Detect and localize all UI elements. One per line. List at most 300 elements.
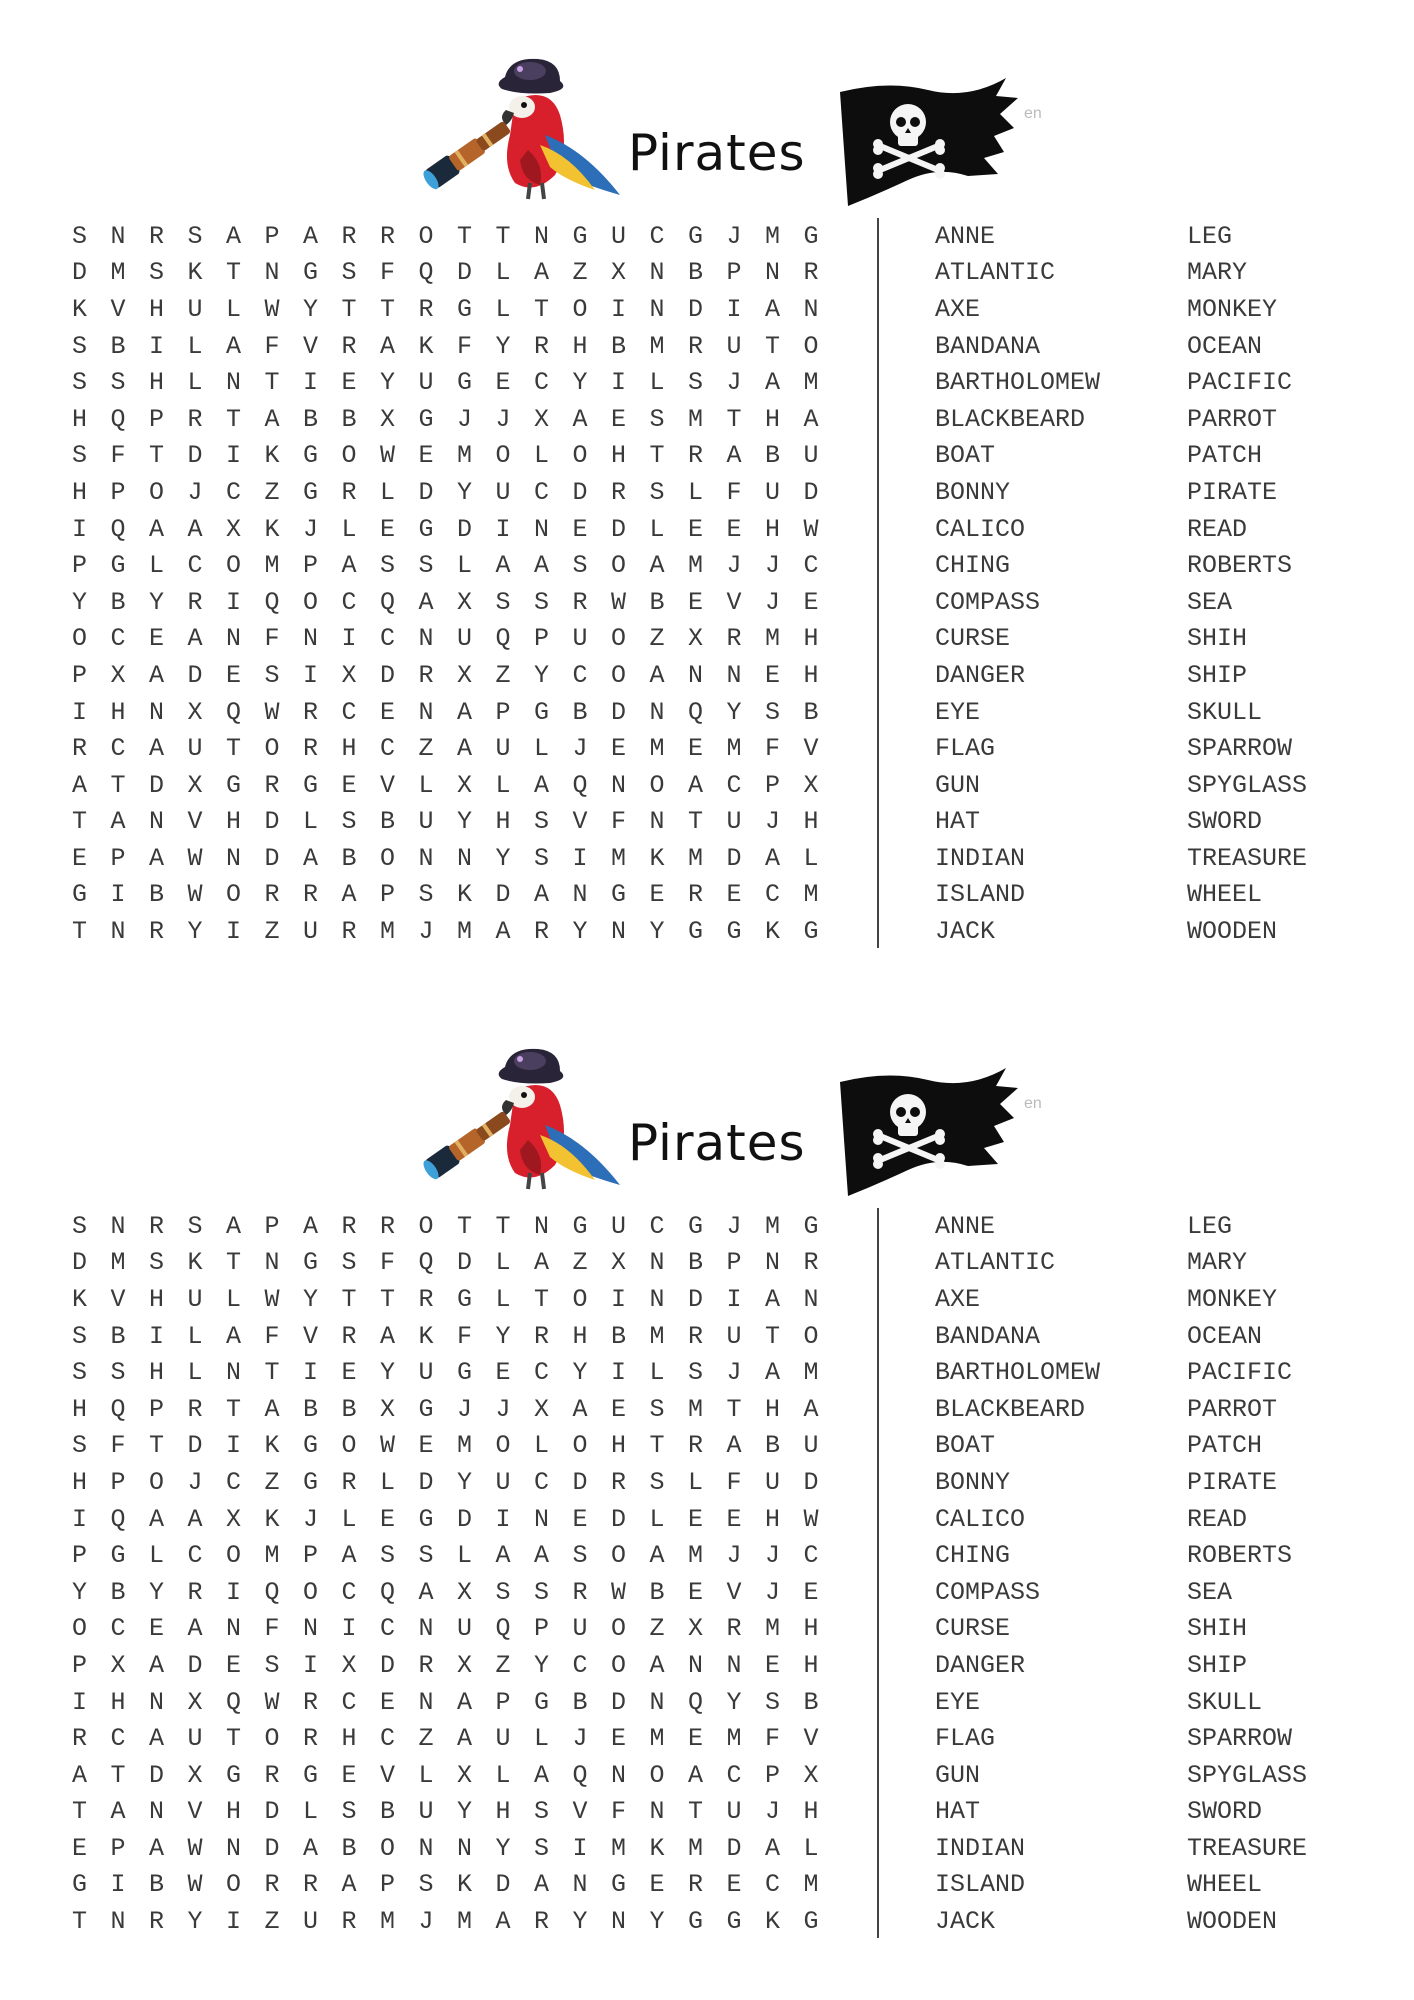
grid-letter: A	[418, 587, 434, 617]
word-list-item: SHIP	[1187, 1650, 1248, 1680]
grid-letter: N	[534, 1211, 550, 1241]
grid-letter: N	[726, 1650, 742, 1680]
grid-letter: O	[226, 1870, 242, 1900]
grid-letter: L	[688, 1467, 704, 1497]
grid-letter: Z	[572, 1248, 588, 1278]
grid-letter: S	[72, 1358, 88, 1388]
word-list-item: BOAT	[935, 1431, 996, 1461]
grid-letter: P	[303, 551, 319, 581]
grid-letter: A	[534, 1760, 550, 1790]
grid-letter: N	[726, 660, 742, 690]
word-list-item: WHEEL	[1187, 1870, 1263, 1900]
grid-letter: N	[226, 1358, 242, 1388]
word-list-item: BONNY	[935, 1467, 1011, 1497]
grid-letter: S	[72, 1321, 88, 1351]
grid-letter: G	[726, 1907, 742, 1937]
grid-letter: R	[149, 221, 165, 251]
grid-letter: D	[187, 1650, 203, 1680]
word-list-item: SWORD	[1187, 1797, 1263, 1827]
word-list-item: BANDANA	[935, 331, 1041, 361]
grid-letter: F	[380, 258, 396, 288]
grid-letter: T	[649, 441, 665, 471]
grid-letter: L	[495, 770, 511, 800]
grid-letter: K	[264, 1431, 280, 1461]
grid-letter: G	[572, 1211, 588, 1241]
grid-letter: L	[649, 514, 665, 544]
grid-letter: W	[187, 880, 203, 910]
grid-letter: I	[726, 294, 742, 324]
grid-letter: N	[765, 1248, 781, 1278]
grid-letter: J	[418, 1907, 434, 1937]
grid-letter: D	[380, 1650, 396, 1680]
grid-letter: J	[765, 1541, 781, 1571]
grid-letter: A	[226, 331, 242, 361]
grid-letter: D	[264, 1797, 280, 1827]
grid-letter: U	[495, 1724, 511, 1754]
grid-letter: H	[72, 477, 88, 507]
grid-row	[72, 767, 842, 804]
grid-row	[72, 218, 842, 255]
grid-letter: H	[572, 331, 588, 361]
grid-letter: S	[688, 368, 704, 398]
word-list-item: EYE	[935, 697, 981, 727]
grid-letter: T	[688, 807, 704, 837]
grid-letter: Y	[187, 1907, 203, 1937]
grid-letter: H	[341, 734, 357, 764]
grid-letter: L	[457, 551, 473, 581]
grid-letter: S	[380, 551, 396, 581]
grid-letter: G	[110, 551, 126, 581]
grid-letter: U	[726, 807, 742, 837]
grid-letter: A	[726, 441, 742, 471]
grid-letter: Q	[264, 587, 280, 617]
grid-letter: R	[380, 1211, 396, 1241]
grid-letter: V	[726, 1577, 742, 1607]
grid-letter: U	[495, 734, 511, 764]
grid-letter: Z	[264, 917, 280, 947]
grid-row	[72, 877, 842, 914]
word-list-item: CURSE	[935, 1614, 1011, 1644]
grid-letter: A	[765, 294, 781, 324]
grid-letter: S	[688, 1358, 704, 1388]
grid-letter: L	[380, 477, 396, 507]
sheet-title: Pirates	[628, 1114, 806, 1172]
grid-letter: X	[341, 1650, 357, 1680]
grid-letter: K	[418, 331, 434, 361]
grid-letter: E	[341, 1358, 357, 1388]
grid-letter: S	[149, 258, 165, 288]
grid-letter: O	[611, 551, 627, 581]
word-list-item: SPARROW	[1187, 734, 1293, 764]
grid-letter: U	[457, 1614, 473, 1644]
grid-letter: R	[149, 1211, 165, 1241]
grid-letter: A	[765, 1833, 781, 1863]
grid-letter: N	[226, 843, 242, 873]
grid-letter: X	[457, 1760, 473, 1790]
grid-letter: D	[72, 1248, 88, 1278]
grid-letter: O	[495, 1431, 511, 1461]
grid-letter: E	[611, 1724, 627, 1754]
grid-letter: Q	[380, 587, 396, 617]
jolly-roger-flag-icon	[828, 1060, 1058, 1200]
grid-letter: S	[187, 221, 203, 251]
grid-letter: D	[611, 1504, 627, 1534]
grid-letter: L	[149, 551, 165, 581]
grid-letter: M	[688, 1394, 704, 1424]
grid-letter: R	[303, 1870, 319, 1900]
grid-letter: I	[572, 843, 588, 873]
grid-letter: G	[418, 404, 434, 434]
grid-letter: P	[303, 1541, 319, 1571]
grid-letter: U	[187, 734, 203, 764]
grid-letter: S	[495, 587, 511, 617]
grid-letter: P	[110, 477, 126, 507]
grid-letter: A	[149, 660, 165, 690]
grid-letter: R	[688, 1870, 704, 1900]
grid-letter: I	[110, 1870, 126, 1900]
grid-letter: L	[226, 294, 242, 324]
grid-letter: X	[688, 624, 704, 654]
grid-letter: D	[72, 258, 88, 288]
word-search-sheet	[0, 0, 1414, 990]
grid-letter: L	[303, 807, 319, 837]
grid-letter: X	[187, 770, 203, 800]
grid-letter: R	[534, 331, 550, 361]
grid-letter: R	[341, 1321, 357, 1351]
grid-letter: V	[572, 1797, 588, 1827]
grid-letter: V	[110, 1284, 126, 1314]
word-list-item: CHING	[935, 551, 1011, 581]
grid-letter: H	[149, 294, 165, 324]
grid-letter: C	[380, 624, 396, 654]
grid-letter: G	[803, 1907, 819, 1937]
grid-letter: Y	[303, 294, 319, 324]
grid-letter: K	[649, 1833, 665, 1863]
grid-letter: A	[765, 843, 781, 873]
word-list-item: LEG	[1187, 221, 1233, 251]
grid-letter: Q	[572, 1760, 588, 1790]
grid-letter: W	[264, 697, 280, 727]
grid-letter: O	[149, 477, 165, 507]
grid-letter: U	[303, 917, 319, 947]
grid-letter: B	[611, 331, 627, 361]
grid-letter: F	[726, 477, 742, 507]
grid-letter: P	[149, 404, 165, 434]
grid-letter: D	[149, 1760, 165, 1790]
grid-letter: X	[803, 1760, 819, 1790]
grid-letter: H	[149, 1284, 165, 1314]
grid-letter: T	[534, 1284, 550, 1314]
grid-letter: J	[765, 551, 781, 581]
grid-letter: S	[187, 1211, 203, 1241]
grid-letter: M	[457, 441, 473, 471]
grid-letter: R	[303, 880, 319, 910]
grid-letter: E	[688, 514, 704, 544]
word-list-item: READ	[1187, 514, 1248, 544]
grid-letter: T	[495, 1211, 511, 1241]
grid-letter: B	[803, 697, 819, 727]
grid-letter: Y	[380, 368, 396, 398]
word-list-item: PACIFIC	[1187, 1358, 1293, 1388]
grid-letter: I	[226, 1907, 242, 1937]
grid-letter: A	[726, 1431, 742, 1461]
grid-letter: E	[380, 1687, 396, 1717]
grid-letter: A	[187, 1614, 203, 1644]
grid-letter: T	[380, 294, 396, 324]
grid-letter: S	[765, 1687, 781, 1717]
grid-letter: G	[726, 917, 742, 947]
grid-letter: U	[495, 1467, 511, 1497]
grid-letter: U	[726, 1797, 742, 1827]
grid-letter: K	[187, 258, 203, 288]
word-list-item: COMPASS	[935, 1577, 1041, 1607]
grid-letter: U	[303, 1907, 319, 1937]
grid-letter: M	[380, 917, 396, 947]
word-list-item: OCEAN	[1187, 1321, 1263, 1351]
grid-letter: B	[803, 1687, 819, 1717]
word-list-item: OCEAN	[1187, 331, 1263, 361]
grid-letter: Y	[726, 697, 742, 727]
grid-letter: C	[726, 770, 742, 800]
grid-letter: N	[418, 843, 434, 873]
grid-letter: S	[149, 1248, 165, 1278]
grid-letter: X	[457, 587, 473, 617]
grid-letter: A	[649, 660, 665, 690]
grid-letter: F	[765, 1724, 781, 1754]
grid-letter: U	[495, 477, 511, 507]
grid-letter: I	[611, 294, 627, 324]
grid-letter: B	[110, 331, 126, 361]
grid-letter: U	[457, 624, 473, 654]
grid-letter: S	[72, 1431, 88, 1461]
grid-letter: T	[457, 221, 473, 251]
grid-letter: E	[688, 1577, 704, 1607]
grid-letter: Y	[457, 1797, 473, 1827]
grid-letter: T	[72, 1797, 88, 1827]
word-list-item: ATLANTIC	[935, 1248, 1056, 1278]
grid-letter: N	[149, 1687, 165, 1717]
grid-letter: S	[418, 551, 434, 581]
grid-letter: D	[726, 1833, 742, 1863]
grid-letter: G	[688, 1211, 704, 1241]
grid-letter: G	[572, 221, 588, 251]
grid-letter: E	[688, 1724, 704, 1754]
letter-grid	[72, 1208, 842, 1940]
grid-letter: H	[765, 404, 781, 434]
grid-letter: A	[803, 1394, 819, 1424]
grid-letter: S	[765, 697, 781, 727]
grid-row	[72, 1354, 842, 1391]
grid-letter: C	[341, 587, 357, 617]
grid-letter: R	[264, 1760, 280, 1790]
grid-letter: E	[726, 880, 742, 910]
grid-letter: C	[534, 368, 550, 398]
grid-letter: L	[303, 1797, 319, 1827]
grid-letter: N	[264, 258, 280, 288]
grid-letter: N	[303, 1614, 319, 1644]
grid-letter: B	[765, 1431, 781, 1461]
grid-letter: J	[726, 368, 742, 398]
grid-letter: J	[572, 1724, 588, 1754]
grid-letter: M	[765, 221, 781, 251]
grid-letter: O	[572, 441, 588, 471]
grid-letter: I	[341, 624, 357, 654]
grid-letter: O	[611, 1650, 627, 1680]
grid-letter: L	[534, 734, 550, 764]
grid-letter: N	[418, 1614, 434, 1644]
grid-letter: U	[572, 1614, 588, 1644]
grid-letter: O	[803, 331, 819, 361]
grid-letter: N	[303, 624, 319, 654]
grid-letter: L	[187, 368, 203, 398]
grid-letter: P	[72, 1541, 88, 1571]
grid-letter: C	[380, 1614, 396, 1644]
grid-letter: A	[341, 551, 357, 581]
grid-letter: J	[726, 1541, 742, 1571]
word-list-item: WOODEN	[1187, 917, 1278, 947]
grid-letter: M	[611, 843, 627, 873]
grid-letter: C	[110, 1724, 126, 1754]
grid-letter: E	[418, 1431, 434, 1461]
grid-letter: D	[688, 294, 704, 324]
grid-letter: H	[765, 1394, 781, 1424]
grid-letter: C	[534, 1358, 550, 1388]
grid-letter: Y	[572, 1358, 588, 1388]
grid-letter: J	[495, 1394, 511, 1424]
grid-letter: K	[765, 917, 781, 947]
grid-letter: U	[418, 1797, 434, 1827]
grid-letter: M	[765, 1614, 781, 1644]
grid-letter: B	[572, 1687, 588, 1717]
grid-letter: I	[303, 1358, 319, 1388]
grid-letter: H	[110, 697, 126, 727]
grid-letter: B	[611, 1321, 627, 1351]
word-list-column-1	[935, 218, 1100, 950]
grid-letter: T	[72, 1907, 88, 1937]
word-list-item: SHIH	[1187, 1614, 1248, 1644]
grid-letter: C	[534, 477, 550, 507]
grid-letter: V	[803, 1724, 819, 1754]
grid-letter: N	[149, 1797, 165, 1827]
grid-letter: V	[572, 807, 588, 837]
grid-letter: E	[226, 660, 242, 690]
grid-letter: B	[110, 587, 126, 617]
grid-letter: P	[72, 551, 88, 581]
word-list-item: BLACKBEARD	[935, 404, 1086, 434]
grid-letter: J	[418, 917, 434, 947]
grid-letter: N	[110, 221, 126, 251]
grid-letter: N	[149, 807, 165, 837]
grid-letter: K	[765, 1907, 781, 1937]
grid-letter: T	[264, 368, 280, 398]
grid-letter: E	[380, 697, 396, 727]
grid-letter: I	[303, 1650, 319, 1680]
grid-row	[72, 1318, 842, 1355]
grid-letter: P	[72, 660, 88, 690]
grid-letter: A	[418, 1577, 434, 1607]
grid-letter: Q	[688, 1687, 704, 1717]
word-list-item: TREASURE	[1187, 1833, 1308, 1863]
grid-letter: P	[765, 770, 781, 800]
grid-letter: Y	[649, 1907, 665, 1937]
grid-letter: U	[418, 368, 434, 398]
grid-letter: B	[303, 404, 319, 434]
grid-letter: A	[110, 807, 126, 837]
grid-letter: A	[149, 1650, 165, 1680]
word-list-item: WOODEN	[1187, 1907, 1278, 1937]
grid-letter: F	[611, 1797, 627, 1827]
grid-letter: V	[303, 1321, 319, 1351]
grid-row	[72, 1428, 842, 1465]
grid-letter: A	[264, 1394, 280, 1424]
grid-letter: A	[303, 1833, 319, 1863]
grid-letter: R	[341, 221, 357, 251]
grid-letter: E	[688, 734, 704, 764]
grid-row	[72, 1903, 842, 1940]
grid-letter: N	[688, 1650, 704, 1680]
grid-letter: A	[226, 221, 242, 251]
grid-letter: E	[688, 587, 704, 617]
grid-letter: W	[264, 1687, 280, 1717]
grid-letter: A	[765, 1358, 781, 1388]
grid-letter: A	[149, 734, 165, 764]
grid-letter: E	[495, 368, 511, 398]
grid-letter: I	[149, 331, 165, 361]
grid-letter: L	[688, 477, 704, 507]
grid-letter: L	[418, 770, 434, 800]
grid-letter: X	[611, 1248, 627, 1278]
grid-letter: J	[303, 1504, 319, 1534]
grid-letter: O	[572, 1431, 588, 1461]
grid-letter: O	[72, 1614, 88, 1644]
grid-letter: R	[303, 697, 319, 727]
grid-letter: C	[726, 1760, 742, 1790]
grid-letter: X	[457, 660, 473, 690]
grid-letter: F	[611, 807, 627, 837]
grid-letter: A	[572, 404, 588, 434]
grid-letter: T	[149, 1431, 165, 1461]
grid-letter: S	[72, 1211, 88, 1241]
grid-letter: N	[457, 843, 473, 873]
grid-letter: C	[341, 1577, 357, 1607]
grid-letter: E	[726, 1504, 742, 1534]
grid-letter: G	[303, 1431, 319, 1461]
grid-letter: F	[110, 1431, 126, 1461]
grid-letter: T	[72, 807, 88, 837]
grid-letter: R	[688, 880, 704, 910]
grid-letter: P	[726, 1248, 742, 1278]
word-list-item: SHIH	[1187, 624, 1248, 654]
grid-letter: S	[495, 1577, 511, 1607]
grid-letter: W	[187, 1870, 203, 1900]
grid-letter: A	[380, 1321, 396, 1351]
grid-letter: I	[72, 697, 88, 727]
grid-letter: B	[341, 1833, 357, 1863]
grid-letter: M	[457, 1907, 473, 1937]
grid-letter: E	[688, 1504, 704, 1534]
grid-letter: J	[726, 221, 742, 251]
grid-letter: B	[380, 1797, 396, 1827]
grid-letter: T	[495, 221, 511, 251]
grid-letter: R	[187, 1577, 203, 1607]
grid-row	[72, 1574, 842, 1611]
grid-row	[72, 1830, 842, 1867]
grid-letter: Q	[110, 1394, 126, 1424]
grid-letter: E	[380, 514, 396, 544]
word-list-item: FLAG	[935, 1724, 996, 1754]
grid-letter: C	[649, 1211, 665, 1241]
grid-letter: V	[187, 1797, 203, 1827]
